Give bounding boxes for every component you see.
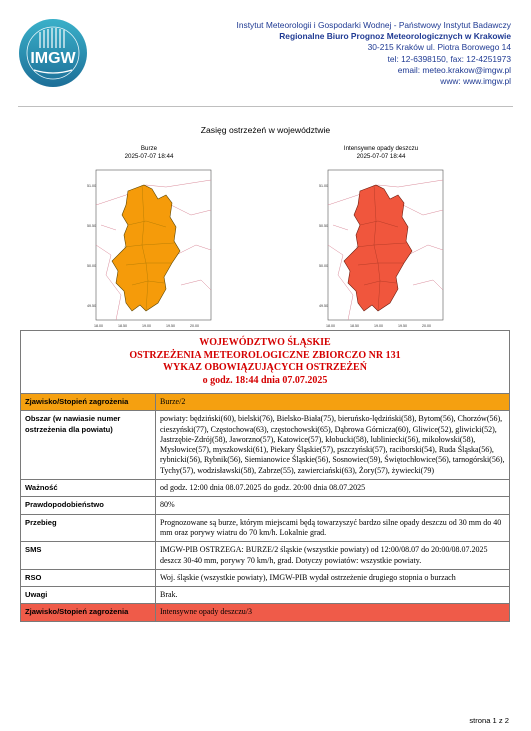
map-burze (86, 165, 216, 340)
row-label-phenomenon-2: Zjawisko/Stopień zagrożenia (21, 604, 156, 621)
table-row (21, 394, 510, 411)
title-warning-number: OSTRZEŻENIA METEOROLOGICZNE ZBIORCZO NR 131 (129, 349, 401, 361)
map-opady-ytick-4: 49.50 (319, 304, 328, 308)
row-value-remarks: Brak. (156, 587, 510, 604)
map-opady-xtick-1: 18.00 (326, 324, 335, 328)
row-value-probability: 80% (156, 497, 510, 514)
bureau-name: Regionalne Biuro Prognoz Meteorologicznych w Krakowie (279, 31, 511, 42)
row-label-sms: SMS (21, 542, 156, 570)
map-opady-caption (321, 145, 441, 160)
section-title: Zasięg ostrzeżeń w województwie (200, 125, 331, 135)
logo-text: IMGW (30, 50, 76, 67)
title-list: WYKAZ OBOWIĄZUJĄCYCH OSTRZEŻEŃ (163, 362, 367, 373)
row-label-course: Przebieg (21, 514, 156, 542)
map-burze-date: 2025-07-07 18:44 (124, 152, 174, 160)
warnings-table (20, 330, 510, 622)
map-burze-xtick-2: 18.50 (118, 324, 127, 328)
row-label-rso: RSO (21, 569, 156, 586)
row-label-phenomenon: Zjawisko/Stopień zagrożenia (21, 394, 156, 411)
row-value-area: powiaty: będziński(60), bielski(76), Bielsko-Biała(75), bieruńsko-lędziński(58), Bytom(56), Chorzów(56), cieszyński(77), Częstochowa(63), częstochowski(65), Dąbrowa Górnicza(60), Gliwice(52), gliwicki(52), Jastrzębie-Zdrój(58), Jaworzno(57), Katowice(57), kłobucki(58), lubliniecki(56), mikołowski(58), Mysłowice(57), myszkowski(61), Piekary Śląskie(57), pszczyński(57), raciborski(54), Ruda Śląska(56), rybnicki(56), Rybnik(56), Siemianowice Śląskie(56), Sosnowiec(59), Świętochłowice(56), tarnogórski(56), Tychy(57), wodzisławski(58), Zabrze(55), zawierciański(63), Żory(57), żywiecki(79) (156, 411, 510, 480)
row-label-remarks: Uwagi (21, 587, 156, 604)
table-row (21, 480, 510, 497)
map-opady-xtick-4: 19.50 (398, 324, 407, 328)
row-label-validity: Ważność (21, 480, 156, 497)
map-burze-xtick-3: 19.00 (142, 324, 151, 328)
map-burze-xtick-5: 20.00 (190, 324, 199, 328)
map-opady-xtick-2: 18.50 (350, 324, 359, 328)
header-divider (18, 106, 513, 107)
page-number: strona 1 z 2 (469, 716, 509, 725)
row-value-validity: od godz. 12:00 dnia 08.07.2025 do godz. 20:00 dnia 08.07.2025 (156, 480, 510, 497)
map-opady-xtick-5: 20.00 (422, 324, 431, 328)
table-row (21, 411, 510, 480)
table-row (21, 587, 510, 604)
row-value-sms: IMGW-PIB OSTRZEGA: BURZE/2 śląskie (wszystkie powiaty) od 12:00/08.07 do 20:00/08.07.2025 deszcz 30-40 mm, porywy 70 km/h, grad. Dotyczy powiatów: wszystkie powiaty. (156, 542, 510, 570)
map-burze-ytick-3: 50.00 (87, 264, 96, 268)
institute-info (151, 20, 511, 87)
map-burze-title: Burze (140, 145, 158, 152)
email: email: meteo.krakow@imgw.pl (397, 64, 511, 75)
map-burze-ytick-4: 49.50 (87, 304, 96, 308)
website: www: www.imgw.pl (440, 76, 511, 87)
map-burze-ytick-2: 50.50 (87, 224, 96, 228)
row-value-phenomenon-2: Intensywne opady deszczu/3 (156, 604, 510, 621)
institute-name: Instytut Meteorologii i Gospodarki Wodnej - Państwowy Instytut Badawczy (236, 20, 511, 30)
imgw-logo (18, 18, 88, 88)
phone-fax: tel: 12-6398150, fax: 12-4251973 (387, 53, 511, 64)
map-opady-ytick-2: 50.50 (319, 224, 328, 228)
table-row (21, 569, 510, 586)
map-opady-title: Intensywne opady deszczu (343, 145, 419, 152)
table-row (21, 514, 510, 542)
table-row (21, 542, 510, 570)
map-burze-caption (89, 145, 209, 160)
table-title (21, 331, 510, 394)
table-row (21, 604, 510, 621)
map-opady-xtick-3: 19.00 (374, 324, 383, 328)
map-burze-ytick-1: 51.00 (87, 184, 96, 188)
row-label-probability: Prawdopodobieństwo (21, 497, 156, 514)
row-value-course: Prognozowane są burze, którym miejscami będą towarzyszyć bardzo silne opady deszczu od 30 mm do 40 mm oraz porywy wiatru do 70 km/h. Lokalnie grad. (156, 514, 510, 542)
map-burze-xtick-1: 18.00 (94, 324, 103, 328)
title-issue-time: o godz. 18:44 dnia 07.07.2025 (202, 374, 328, 386)
title-region: WOJEWÓDZTWO ŚLĄSKIE (199, 337, 331, 348)
row-value-rso: Woj. śląskie (wszystkie powiaty), IMGW-PIB wydał ostrzeżenie drugiego stopnia o burzach (156, 569, 510, 586)
table-row (21, 497, 510, 514)
map-opady-ytick-1: 51.00 (319, 184, 328, 188)
table-title-row (21, 331, 510, 394)
map-opady-ytick-3: 50.00 (319, 264, 328, 268)
map-burze-xtick-4: 19.50 (166, 324, 175, 328)
map-opady (318, 165, 448, 340)
row-value-phenomenon: Burze/2 (156, 394, 510, 411)
row-label-area: Obszar (w nawiasie numer ostrzeżenia dla powiatu) (21, 411, 156, 480)
map-opady-date: 2025-07-07 18:44 (356, 152, 406, 160)
address: 30-215 Kraków ul. Piotra Borowego 14 (367, 42, 511, 53)
